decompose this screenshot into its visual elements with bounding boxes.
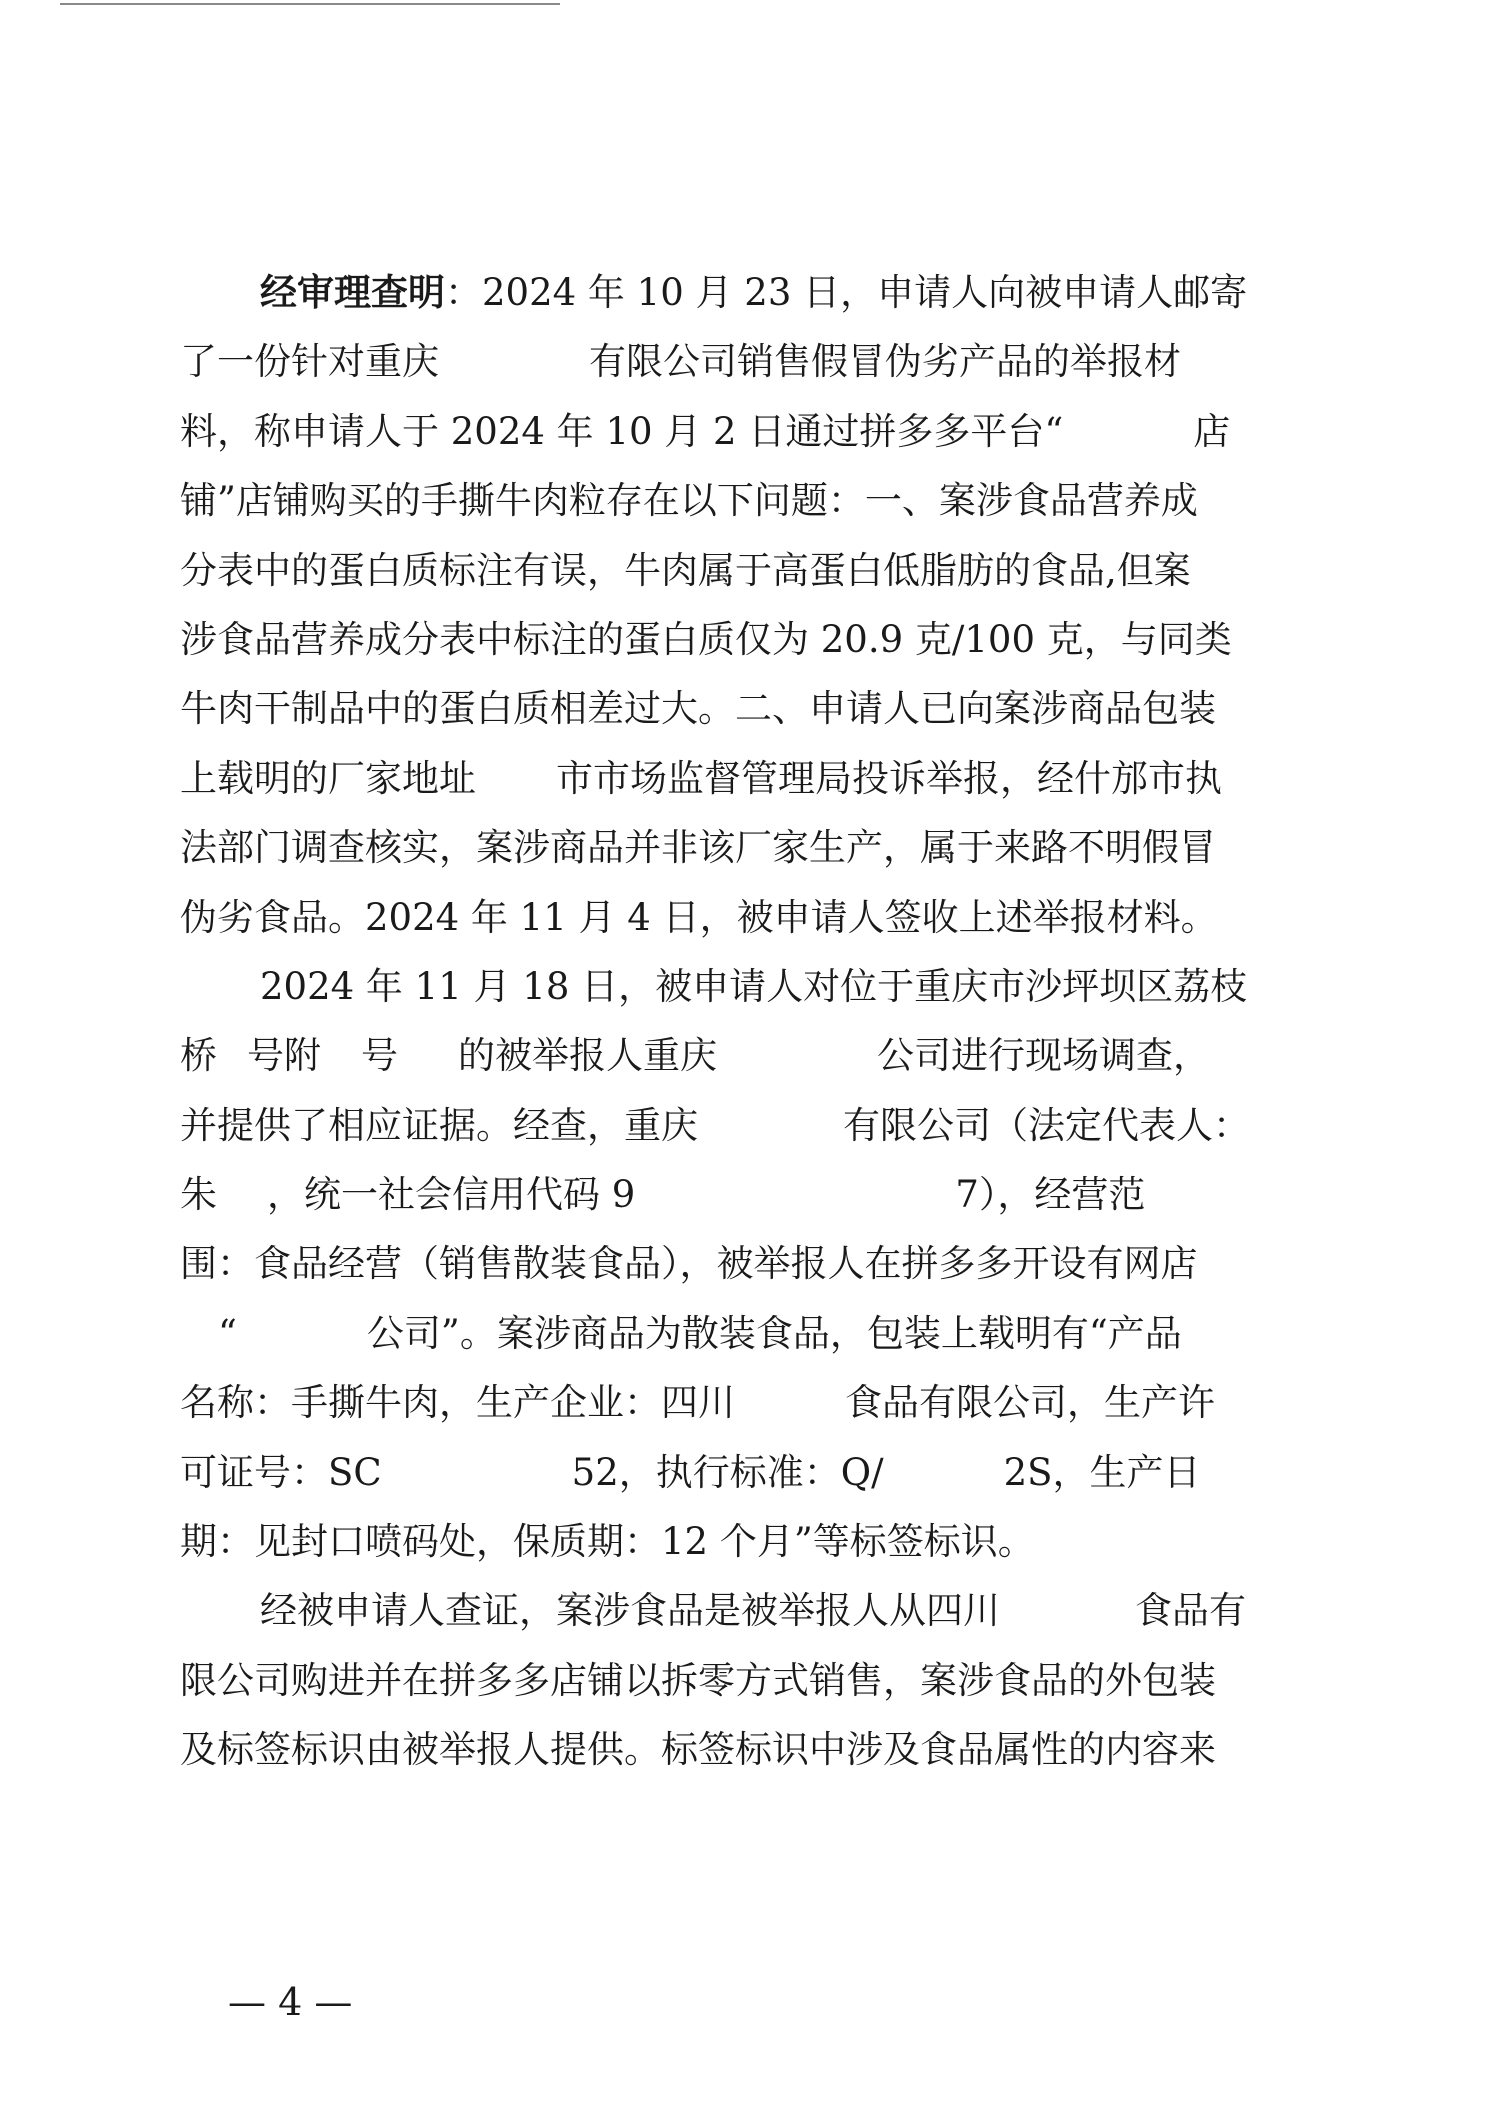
paragraph-line: 铺”店铺购买的手撕牛肉粒存在以下问题：一、案涉食品营养成: [180, 479, 1198, 523]
paragraph-line: 经被申请人查证，案涉食品是被举报人从四川 食品有: [260, 1589, 1246, 1633]
paragraph-line: 牛肉干制品中的蛋白质相差过大。二、申请人已向案涉商品包装: [180, 687, 1216, 731]
paragraph-line: 上载明的厂家地址 市市场监督管理局投诉举报，经什邡市执: [180, 756, 1222, 800]
paragraph-line: 分表中的蛋白质标注有误，牛肉属于高蛋白低脂肪的食品,但案: [180, 548, 1191, 592]
findings-heading: 经审理查明: [260, 270, 445, 314]
paragraph-line: 2024 年 11 月 18 日，被申请人对位于重庆市沙坪坝区荔枝: [260, 964, 1248, 1008]
paragraph-line: 期：见封口喷码处，保质期：12 个月”等标签标识。: [180, 1520, 1035, 1564]
paragraph-line: 法部门调查核实，案涉商品并非该厂家生产，属于来路不明假冒: [180, 826, 1216, 870]
paragraph-line: “ 公司”。案涉商品为散装食品，包装上载明有“产品: [218, 1311, 1182, 1355]
paragraph-line: 料，称申请人于 2024 年 10 月 2 日通过拼多多平台“ 店: [180, 409, 1231, 453]
paragraph-line: 并提供了相应证据。经查，重庆 有限公司（法定代表人：: [180, 1103, 1250, 1147]
paragraph-line: 名称：手撕牛肉，生产企业：四川 食品有限公司，生产许: [180, 1381, 1215, 1425]
paragraph-line: 伪劣食品。2024 年 11 月 4 日，被申请人签收上述举报材料。: [180, 895, 1218, 939]
scan-edge-line: [60, 3, 560, 5]
paragraph-line: 经审理查明：2024 年 10 月 23 日，申请人向被申请人邮寄: [260, 270, 1248, 314]
paragraph-line: 可证号：SC 52，执行标准：Q/ 2S，生产日: [180, 1450, 1201, 1494]
paragraph-line: 桥 号附 号 的被举报人重庆 公司进行现场调查，: [180, 1034, 1210, 1078]
paragraph-line: 限公司购进并在拼多多店铺以拆零方式销售，案涉食品的外包装: [180, 1658, 1216, 1702]
paragraph-line: 朱 ，统一社会信用代码 9 7），经营范: [180, 1173, 1146, 1217]
page-number: — 4 —: [228, 1980, 353, 2024]
paragraph-line: 围：食品经营（销售散装食品），被举报人在拼多多开设有网店: [180, 1242, 1198, 1286]
paragraph-line: 涉食品营养成分表中标注的蛋白质仅为 20.9 克/100 克，与同类: [180, 617, 1232, 661]
paragraph-line: 了一份针对重庆 有限公司销售假冒伪劣产品的举报材: [180, 340, 1181, 384]
document-body: [180, 258, 1310, 1785]
paragraph-line: 及标签标识由被举报人提供。标签标识中涉及食品属性的内容来: [180, 1728, 1216, 1772]
